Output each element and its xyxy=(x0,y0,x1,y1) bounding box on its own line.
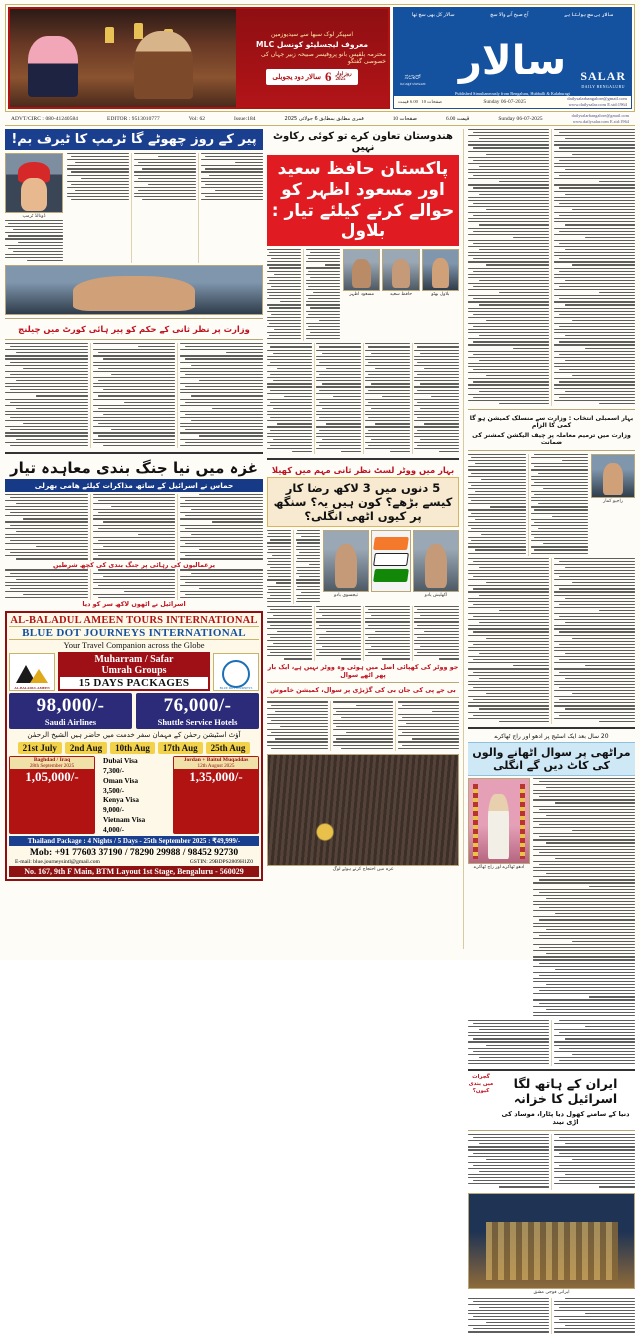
info-date: Sunday 06-07-2025 xyxy=(498,116,542,122)
ad-date-1: 21st July xyxy=(18,742,62,754)
info-date-urdu: قمری مطابق بمطابق 6 جولائی 2025 xyxy=(285,116,364,122)
ad-center-line-3: 15 DAYS PACKAGES xyxy=(60,677,208,689)
info-contact xyxy=(572,113,629,123)
iran-headline[interactable]: ایران کے ہاتھ لگا اسرائیل کا خزانہ xyxy=(496,1074,635,1108)
ad-line-3: محترمہ بلقیس بانو پروفیسر صبیحہ زبیر جہاں کی خصوصی گفتگو xyxy=(238,51,386,65)
left-mid-article xyxy=(5,343,263,448)
info-editor: EDITOR : 9513010777 xyxy=(107,116,160,122)
iran-subhead: دنیا کے سامنے کھول دیا پٹارا، موساد کی اڑی نیند xyxy=(496,1108,635,1127)
jubilee-label: سالار دود یجوبلی xyxy=(272,73,321,81)
al-baladul-ameen-logo-icon xyxy=(9,653,55,691)
bihar-article-body xyxy=(267,606,459,661)
ad-line-1: اسپیکر لوک سبھا سے سیدیوزمین xyxy=(271,31,353,38)
ad-package-2-price: 1,35,000/- xyxy=(174,769,258,785)
marathi-kicker: 20 سال بعد ایک اسٹیج پر ادھو اور راج ٹھاکرے xyxy=(468,732,635,742)
ad-package-1-price: 1,05,000/- xyxy=(10,769,94,785)
ad-package-1-date: 28th September 2025 xyxy=(10,763,94,769)
logo-price-label: قیمت xyxy=(398,99,409,104)
ad-tagline: Your Travel Companion across the Globe xyxy=(9,640,259,650)
visa-1-price: 7,300/- xyxy=(103,766,165,776)
gaza-article-2 xyxy=(5,569,263,600)
ad-date-3: 10th Aug xyxy=(110,742,155,754)
logo-kannada-title xyxy=(400,73,426,86)
right-second-article-cont xyxy=(468,558,635,724)
logo-top-taglines xyxy=(394,12,631,18)
election-symbol-icon xyxy=(374,537,408,585)
ad-price-2-value: 76,000/- xyxy=(136,695,259,717)
info-bar xyxy=(5,112,635,126)
lead-headline[interactable]: پاکستان حافظ سعید اور مسعود اظہر کو حوالے کرنے کیلئے تیار : بلاول xyxy=(267,155,459,246)
bihar-article-left xyxy=(267,530,320,604)
ad-date-2: 2nd Aug xyxy=(65,742,107,754)
bihar-article-tail xyxy=(267,701,459,750)
masthead-advertisement[interactable] xyxy=(8,7,390,109)
logo-kannada-text: ಸಲಾರ್ xyxy=(404,73,421,81)
logo-tagline-center: آج صبح آنے والا سچ xyxy=(490,12,528,18)
iran-article xyxy=(468,1134,635,1189)
ad-center-panel xyxy=(58,652,210,691)
gaza-small-note-1: یرغمالیوں کی رہائی پر جنگ بندی کی کچھ شرطیں xyxy=(5,561,263,569)
visa-4-price: 4,000/- xyxy=(103,825,165,835)
right-second-article xyxy=(468,454,588,556)
ad-date-5: 25th Aug xyxy=(206,742,251,754)
ad-price-1 xyxy=(9,693,132,729)
tejashwi-photo xyxy=(323,530,369,592)
info-price-label: قیمت xyxy=(457,116,470,122)
politician-photo-left xyxy=(5,265,263,315)
advertisement-photo xyxy=(10,9,236,107)
right-column xyxy=(463,129,635,949)
logo-pages-value: 10 xyxy=(421,99,426,104)
iran-photo-caption: ایرانی فوجی مشق xyxy=(468,1289,635,1296)
bihar-kicker: بہار میں ووٹر لسٹ نظر ثانی مہم میں کھیلا xyxy=(267,463,459,477)
ad-center-line-2: Umrah Groups xyxy=(60,665,208,676)
gaza-protest-photo xyxy=(267,754,459,866)
logo-kannada-subtitle: ದಿನ ಪತ್ರಿಕೆ ಬೆಂಗಳೂರು xyxy=(400,82,426,86)
logo-tagline-left: سالار ہی سچ بولتا ہے xyxy=(564,12,613,18)
visa-1-name: Dubai Visa xyxy=(103,756,165,766)
gaza-protest-caption: غزہ میں احتجاج کرتے ہوئے لوگ xyxy=(267,866,459,873)
akhilesh-caption: اکھلیش یادو xyxy=(413,592,459,599)
logo-pages-label: صفحات xyxy=(427,99,442,104)
ad-package-2-title: Jordan + Baitul Muqaddas xyxy=(174,757,258,763)
info-email[interactable]: dailysalarbangalore@gmail.com xyxy=(572,113,629,118)
info-price xyxy=(446,116,469,122)
info-pages-value: 10 xyxy=(393,116,398,122)
iran-military-photo xyxy=(468,1193,635,1289)
thackeray-caption: ادھو ٹھاکرے اور راج ٹھاکرے xyxy=(468,864,530,871)
ad-urdu-note: آؤٹ اسٹیشن رحمٰن کے مہمان سفر خدمت میں حاضر ہیں الشیخ الرحمٰن xyxy=(9,729,259,741)
visa-row-4 xyxy=(98,815,170,835)
logo-published-line: Published Simultaneously from Bengaluru, Hubballi & Kalaburagi xyxy=(394,91,631,96)
visa-row-1 xyxy=(98,756,170,776)
bihar-sub-note-1: جو ووٹر کی کھپائی اصل میں ہوئی وہ ووٹر نہیں ہے، ایک بار پھر اٹھے سوال xyxy=(267,663,459,679)
ad-thailand-package: Thailand Package : 4 Nights / 5 Days - 25th September 2025 : ₹49,999/- xyxy=(9,836,259,846)
gaza-article xyxy=(5,494,263,562)
ad-contact-row xyxy=(9,859,259,865)
logo-bottom-bar xyxy=(394,96,631,108)
ad-visa-list xyxy=(98,756,170,834)
logo-english-title: SALAR xyxy=(580,69,626,84)
info-price-value: 6.00 xyxy=(446,116,455,122)
logo-price xyxy=(398,99,442,105)
thackeray-stage-photo xyxy=(468,778,530,864)
ad-price-2-label: Shuttle Service Hotels xyxy=(136,717,259,727)
blue-dot-journeys-logo-icon xyxy=(213,653,259,691)
jubilee-number: 6 xyxy=(325,69,332,85)
iran-article-cont xyxy=(468,1298,635,1334)
newspaper-logo xyxy=(393,7,632,109)
middle-column xyxy=(267,129,459,949)
lead-photo-2-caption: حافظ سعید xyxy=(382,291,419,298)
logo-email[interactable]: dailysalarbangalore@gmail.com xyxy=(567,96,627,101)
ad-mobile-numbers[interactable]: Mob: +91 77603 37190 / 78290 29988 / 98452 92730 xyxy=(9,846,259,859)
ad-package-2-date: 12th August 2025 xyxy=(174,763,258,769)
evm-symbol-photo xyxy=(371,530,411,592)
logo-english-title-group xyxy=(580,69,626,89)
visa-2-price: 3,500/- xyxy=(103,786,165,796)
logo-english-subtitle: DAILY BENGALURU xyxy=(580,84,626,89)
ad-body xyxy=(9,652,259,691)
gaza-headline[interactable]: غزہ میں نیا جنگ بندی معاہدہ تیار xyxy=(5,457,263,479)
lead-kicker: ھندوستان تعاون کرے تو کوئی رکاوٹ نہیں xyxy=(267,129,459,155)
logo-urdu-title: سالار xyxy=(459,41,566,81)
bihar-sub-note-2: بی جے پی کی جان بی کی گڑبڑی پر سوال، کمیشن خاموش xyxy=(267,686,459,694)
ad-price-row xyxy=(9,693,259,729)
ad-line-2: معروف لیجسلیٹو کونسل MLC xyxy=(256,40,368,49)
lead-photo-3 xyxy=(422,249,459,291)
info-vol: Vol: 62 xyxy=(189,116,205,122)
content-columns xyxy=(5,129,635,949)
ad-date-4: 17th Aug xyxy=(158,742,203,754)
gaza-small-note-2: اسرائیل نے اٹھوں لاکھ سر کو دیا xyxy=(5,600,263,608)
trump-article-text-b xyxy=(67,153,263,202)
jubilee-year: 2025 xyxy=(336,77,346,82)
visa-4-name: Vietnam Visa xyxy=(103,815,165,825)
ad-package-1-title: Baghdad / Iraq xyxy=(10,757,94,763)
trump-photo-caption: ڈونالڈ ٹرمپ xyxy=(5,213,63,220)
visa-row-3 xyxy=(98,795,170,815)
info-issue: Issue:184 xyxy=(234,116,256,122)
ad-departure-dates xyxy=(9,742,259,754)
right-top-article xyxy=(468,129,635,406)
ad-title-2: BLUE DOT JOURNEYS INTERNATIONAL xyxy=(9,626,259,640)
bihar-headline[interactable]: 5 دنوں میں 3 لاکھ رضا کار کیسے بڑھے؟ کون ہیں یہ؟ سنگھ پر کیوں اٹھی انگلی؟ xyxy=(267,477,459,527)
ad-price-1-label: Saudi Airlines xyxy=(9,717,132,727)
info-website[interactable]: www.dailysalar.com E.std:1964 xyxy=(573,119,629,124)
ad-gstin: GSTIN: 29BDPS2809H1Z0 xyxy=(190,859,253,865)
rajiv-kumar-caption: راجیو کمار xyxy=(591,498,635,505)
ad-package-baghdad xyxy=(9,756,95,834)
lead-photo-2 xyxy=(382,249,419,291)
ad-package-jordan xyxy=(173,756,259,834)
lead-photo-3-caption: بلاول بھٹو xyxy=(422,291,459,298)
gaza-subhead: حماس نے اسرائیل کے ساتھ مذاکرات کیلئے ھامی بھرلی xyxy=(5,479,263,492)
visa-2-name: Oman Visa xyxy=(103,776,165,786)
rajiv-kumar-photo xyxy=(591,454,635,498)
ad-center-line-1: Muharram / Safar xyxy=(60,654,208,665)
visa-3-price: 9,000/- xyxy=(103,805,165,815)
lead-article-continued xyxy=(267,343,459,454)
lead-photo-1 xyxy=(343,249,380,291)
trump-photo xyxy=(5,153,63,213)
masthead xyxy=(5,4,635,112)
jubilee-badge xyxy=(266,69,357,85)
ad-logo1-text: AL-BALADUL AMEEN xyxy=(10,686,54,690)
advertisement-text-panel xyxy=(236,9,388,107)
ad-address: No. 167, 9th F Main, BTM Layout 1st Stage, Bengaluru - 560029 xyxy=(9,866,259,877)
travel-advertisement[interactable] xyxy=(5,611,263,881)
ad-price-2 xyxy=(136,693,259,729)
trump-headline[interactable]: پیر کے روز چھوٹے گا ٹرمپ کا ٹیرف بم! xyxy=(5,129,263,150)
left-column xyxy=(5,129,263,949)
visa-row-2 xyxy=(98,776,170,796)
info-advt: ADVT/CIRC : 080-41240584 xyxy=(11,116,78,122)
bihar-assembly-kicker: بہار اسمبلی انتخاب : وزارت سے منسلک کمیشن ہو گا کمی کا الزام xyxy=(468,413,635,430)
ad-title-1: AL-BALADUL AMEEN TOURS INTERNATIONAL xyxy=(9,615,259,626)
logo-date: Sunday 06-07-2025 xyxy=(483,99,526,105)
visa-3-name: Kenya Visa xyxy=(103,795,165,805)
marathi-article xyxy=(533,778,635,1016)
info-pages-label: صفحات xyxy=(399,116,417,122)
jubilee-sub: روز اوار xyxy=(336,72,352,77)
logo-website[interactable]: www.dailysalar.com E.std:1964 xyxy=(569,102,627,107)
info-pages xyxy=(393,116,417,122)
ad-email[interactable]: E-mail: blue.journeysintl@gmail.com xyxy=(15,859,100,865)
iran-side-note: گجرات میں بندی کیوں؟ xyxy=(468,1074,494,1095)
bihar-assembly-subhead: وزارت میں ترمیم معاملہ پر چیف الیکشن کمشنر کی ضمانت xyxy=(468,430,635,447)
logo-tagline-right: سالار کل بھی سچ تھا xyxy=(412,12,455,18)
trump-article-text-a xyxy=(5,220,63,261)
marathi-article-cont xyxy=(468,1020,635,1066)
logo-contact xyxy=(567,96,627,107)
tejashwi-caption: تیجسوی یادو xyxy=(323,592,369,599)
marathi-headline[interactable]: مراٹھی پر سوال اٹھانے والوں کی کاٹ دیں گے انگلی xyxy=(468,742,635,776)
ad-packages-row xyxy=(9,756,259,834)
ad-logo2-text: BLUE DOT JOURNEYS xyxy=(214,686,258,690)
lead-photo-1-caption: مسعود اظہر xyxy=(343,291,380,298)
left-mid-kicker[interactable]: وزارت پر نظر ثانی کے حکم کو پیر ہائی کورٹ میں چیلنج xyxy=(5,322,263,336)
ad-price-1-value: 98,000/- xyxy=(9,695,132,717)
akhilesh-photo xyxy=(413,530,459,592)
lead-article-text xyxy=(267,249,340,341)
logo-price-value: 6.00 xyxy=(410,99,418,104)
